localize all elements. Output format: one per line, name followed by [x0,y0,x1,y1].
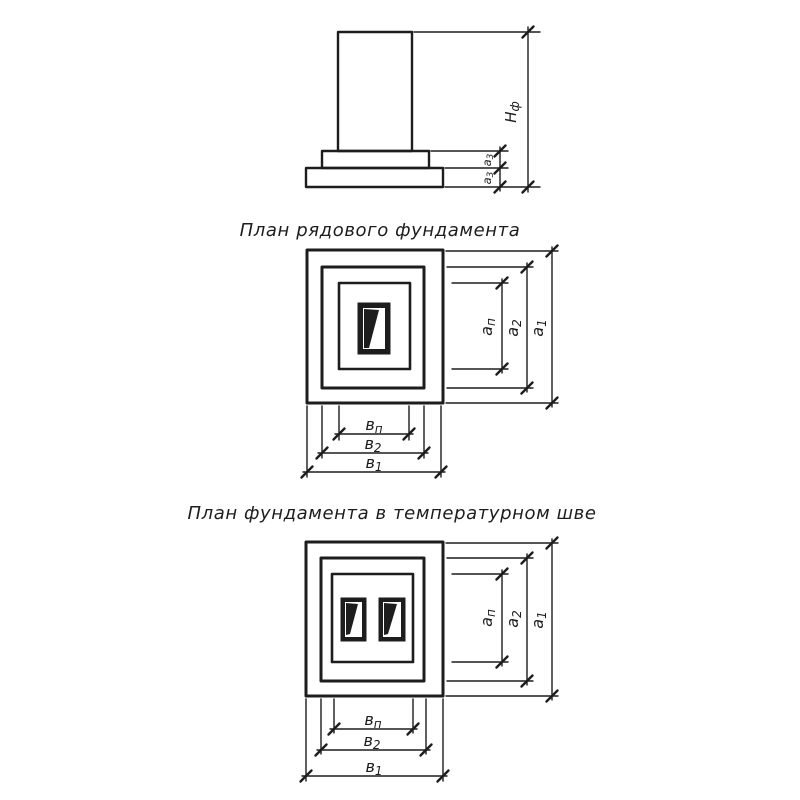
plan-joint-view [301,538,559,782]
plinth-step-lower [306,168,443,187]
dim-vn [329,699,419,735]
column-socket [358,303,390,354]
column-outline [338,32,412,151]
dim-label-a1: а1 [528,611,549,629]
dim-label-a1: а1 [528,319,549,337]
plinth-step-upper [322,151,429,168]
elevation-view [306,27,540,193]
dim-label-v2: в2 [364,434,382,455]
dim-label-an: ап [477,318,498,336]
plan-regular-view [302,246,559,478]
dim-label-vn: вп [365,415,383,436]
plan-joint-title: План фундамента в температурном шве [187,503,597,524]
plan-regular-title: План рядового фундамента [239,220,521,241]
dim-label-v1: в1 [365,757,383,778]
dim-label-v2: в2 [363,731,381,752]
dim-an [452,569,508,668]
dim-label-a2: а2 [503,319,524,337]
dim-label-vn: вп [364,710,382,731]
dim-label-a2: а2 [503,610,524,628]
slab-bottom-step-outline [306,542,443,696]
dim-vn [334,406,415,440]
dim-an [452,278,508,375]
dim-label-a3-lower: а3 [480,171,496,185]
dim-label-a3-upper: а3 [480,153,496,167]
dim-label-hf: $Н_ф$ [502,101,522,123]
dim-label-an: ап [477,609,498,627]
dim-label-v1: в1 [365,453,383,474]
column-socket-left [341,598,366,641]
column-socket-right [379,598,405,641]
